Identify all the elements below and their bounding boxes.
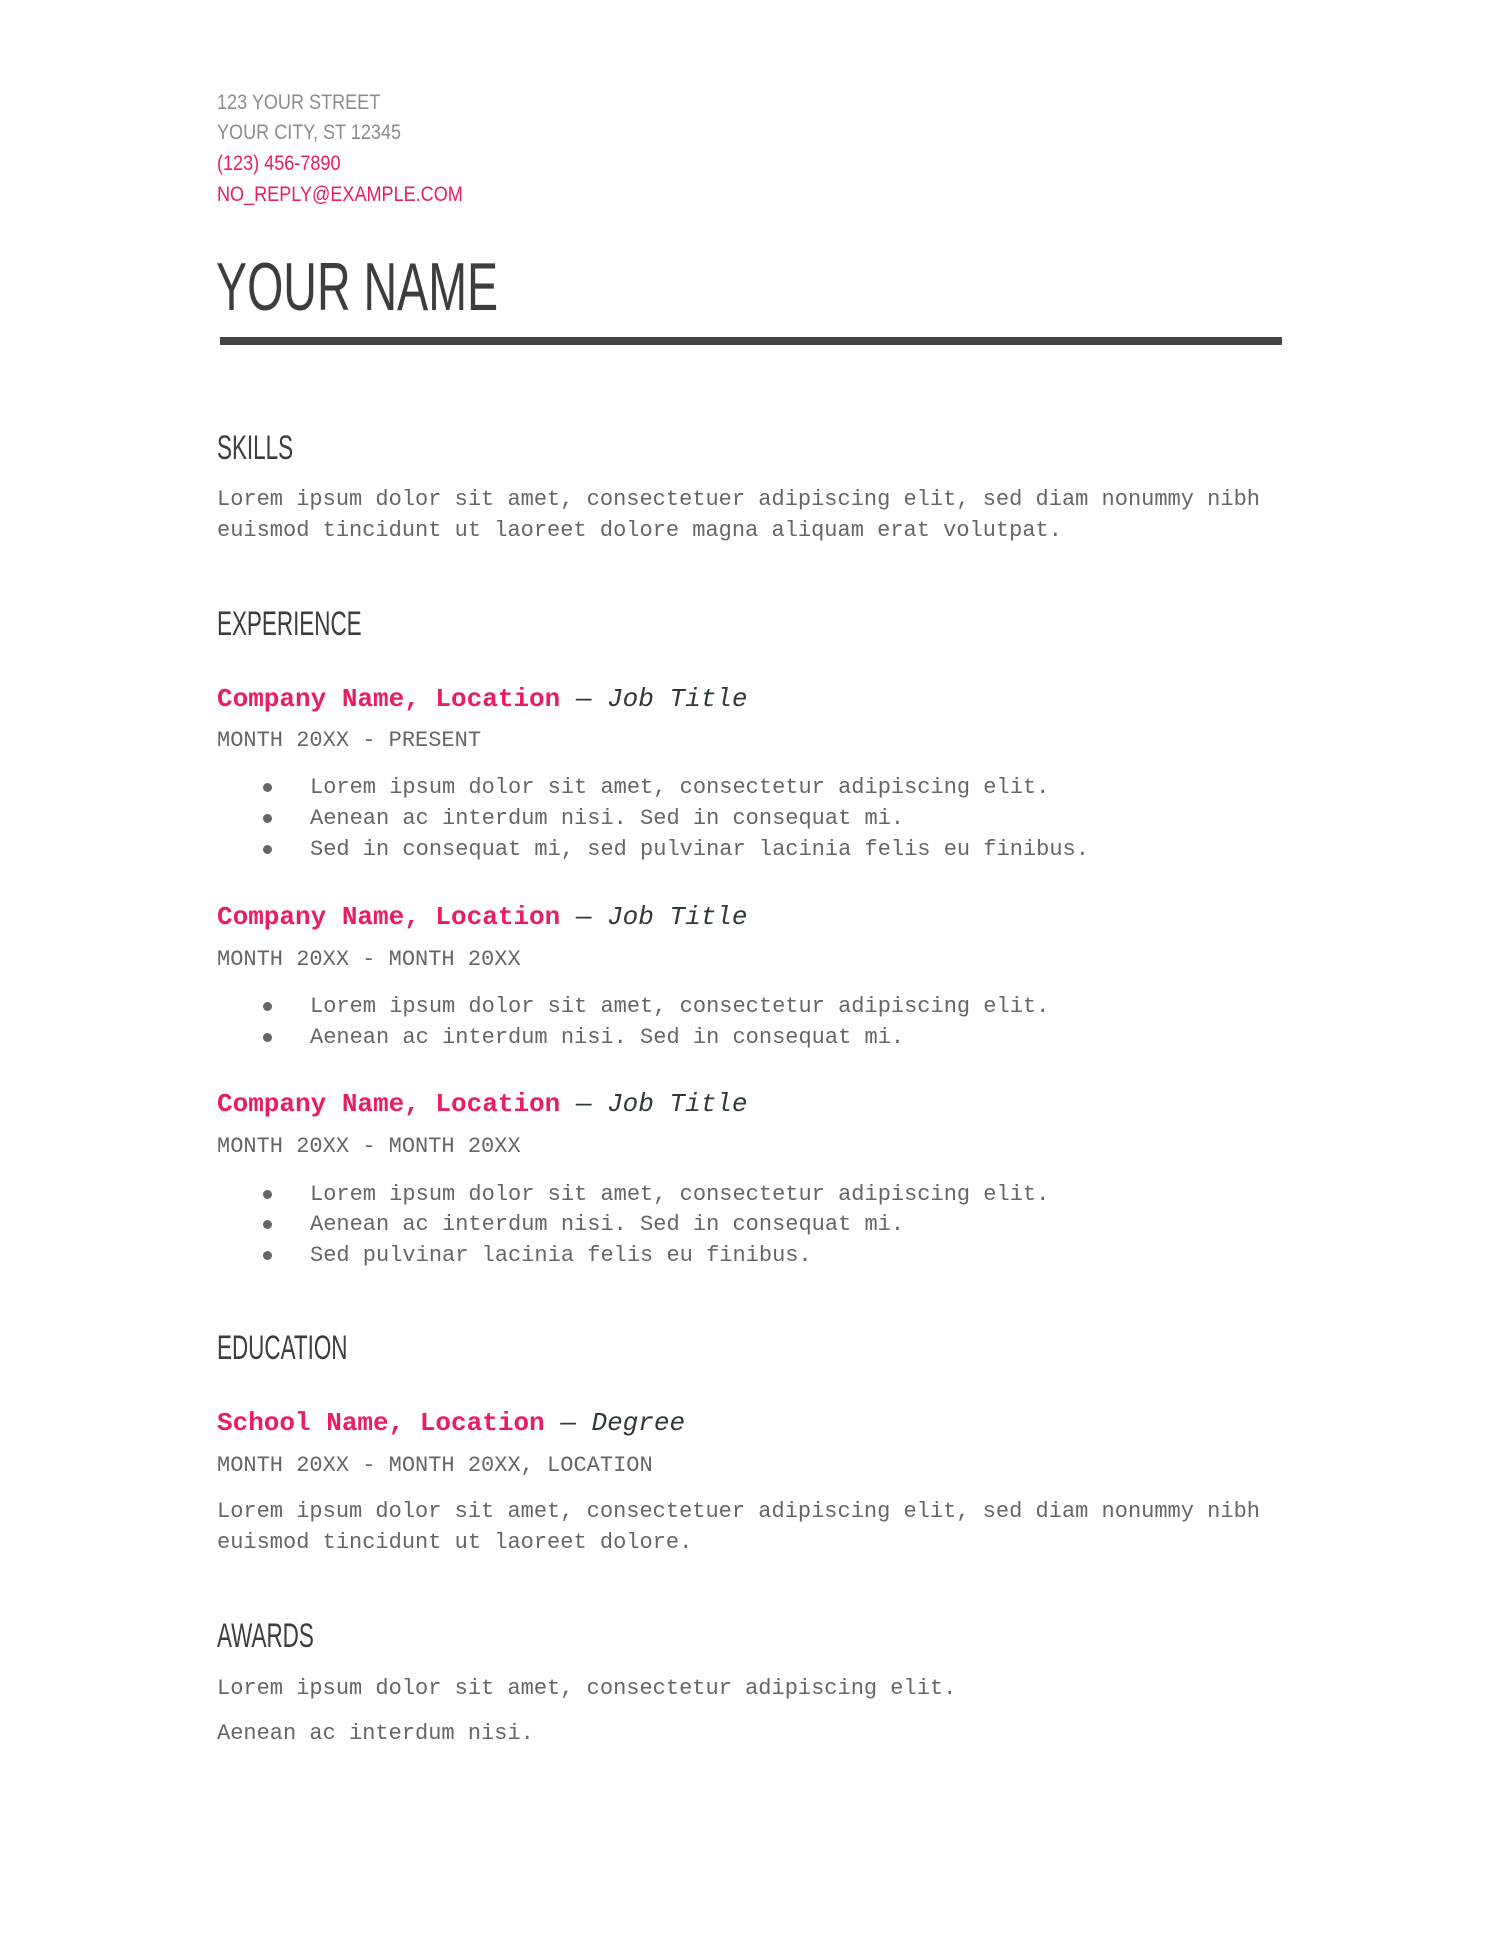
award-item-1: Lorem ipsum dolor sit amet, consectetur adipiscing elit. <box>217 1676 957 1701</box>
education-dates: MONTH 20XX - MONTH 20XX, LOCATION <box>217 1453 653 1478</box>
bullet-icon <box>263 845 272 854</box>
bullet-text: Aenean ac interdum nisi. Sed in consequat mi. <box>310 1025 905 1050</box>
bullet-text: Lorem ipsum dolor sit amet, consectetur adipiscing elit. <box>310 1182 1050 1207</box>
bullet-icon <box>263 783 272 792</box>
title-divider <box>220 337 1282 345</box>
job-2-title-line <box>217 902 748 932</box>
education-separator: — <box>544 1408 592 1438</box>
bullet-text: Sed in consequat mi, sed pulvinar lacinia felis eu finibus. <box>310 837 1089 862</box>
section-heading-education: EDUCATION <box>217 1329 348 1367</box>
contact-street: 123 YOUR STREET <box>217 91 381 114</box>
contact-email: NO_REPLY@EXAMPLE.COM <box>217 183 463 206</box>
bullet-icon <box>263 1251 272 1260</box>
job-2-dates: MONTH 20XX - MONTH 20XX <box>217 947 521 972</box>
job-1-separator: — <box>560 684 608 714</box>
job-3-role: Job Title <box>607 1089 748 1119</box>
job-1-company: Company Name, Location <box>217 684 561 714</box>
award-item-2: Aenean ac interdum nisi. <box>217 1721 534 1746</box>
job-2-role: Job Title <box>607 902 748 932</box>
job-1-title-line <box>217 684 748 714</box>
bullet-icon <box>263 1002 272 1011</box>
page-title: YOUR NAME <box>216 249 499 325</box>
bullet-text: Lorem ipsum dolor sit amet, consectetur adipiscing elit. <box>310 775 1050 800</box>
education-degree: Degree <box>591 1408 686 1438</box>
section-heading-experience: EXPERIENCE <box>217 605 362 643</box>
section-heading-skills: SKILLS <box>217 429 294 467</box>
bullet-text: Sed pulvinar lacinia felis eu finibus. <box>310 1243 812 1268</box>
job-1-dates: MONTH 20XX - PRESENT <box>217 728 482 753</box>
job-1-role: Job Title <box>607 684 748 714</box>
contact-city: YOUR CITY, ST 12345 <box>217 121 402 144</box>
job-2-separator: — <box>560 902 608 932</box>
bullet-icon <box>263 814 272 823</box>
bullet-text: Aenean ac interdum nisi. Sed in consequat mi. <box>310 1212 905 1237</box>
contact-phone: (123) 456-7890 <box>217 152 341 175</box>
job-3-dates: MONTH 20XX - MONTH 20XX <box>217 1134 521 1159</box>
education-text-line-1: Lorem ipsum dolor sit amet, consectetuer adipiscing elit, sed diam nonummy nibh <box>217 1499 1260 1524</box>
bullet-text: Aenean ac interdum nisi. Sed in consequat mi. <box>310 806 905 831</box>
bullet-icon <box>263 1033 272 1042</box>
education-text-line-2: euismod tincidunt ut laoreet dolore. <box>217 1530 693 1555</box>
bullet-text: Lorem ipsum dolor sit amet, consectetur adipiscing elit. <box>310 994 1050 1019</box>
job-3-separator: — <box>560 1089 608 1119</box>
education-title-line <box>217 1408 685 1438</box>
skills-text-line-1: Lorem ipsum dolor sit amet, consectetuer adipiscing elit, sed diam nonummy nibh <box>217 487 1260 512</box>
bullet-icon <box>263 1220 272 1229</box>
job-3-company: Company Name, Location <box>217 1089 561 1119</box>
job-2-company: Company Name, Location <box>217 902 561 932</box>
bullet-icon <box>263 1190 272 1199</box>
skills-text-line-2: euismod tincidunt ut laoreet dolore magna aliquam erat volutpat. <box>217 518 1062 543</box>
section-heading-awards: AWARDS <box>217 1617 314 1655</box>
education-school: School Name, Location <box>217 1408 545 1438</box>
job-3-title-line <box>217 1089 748 1119</box>
